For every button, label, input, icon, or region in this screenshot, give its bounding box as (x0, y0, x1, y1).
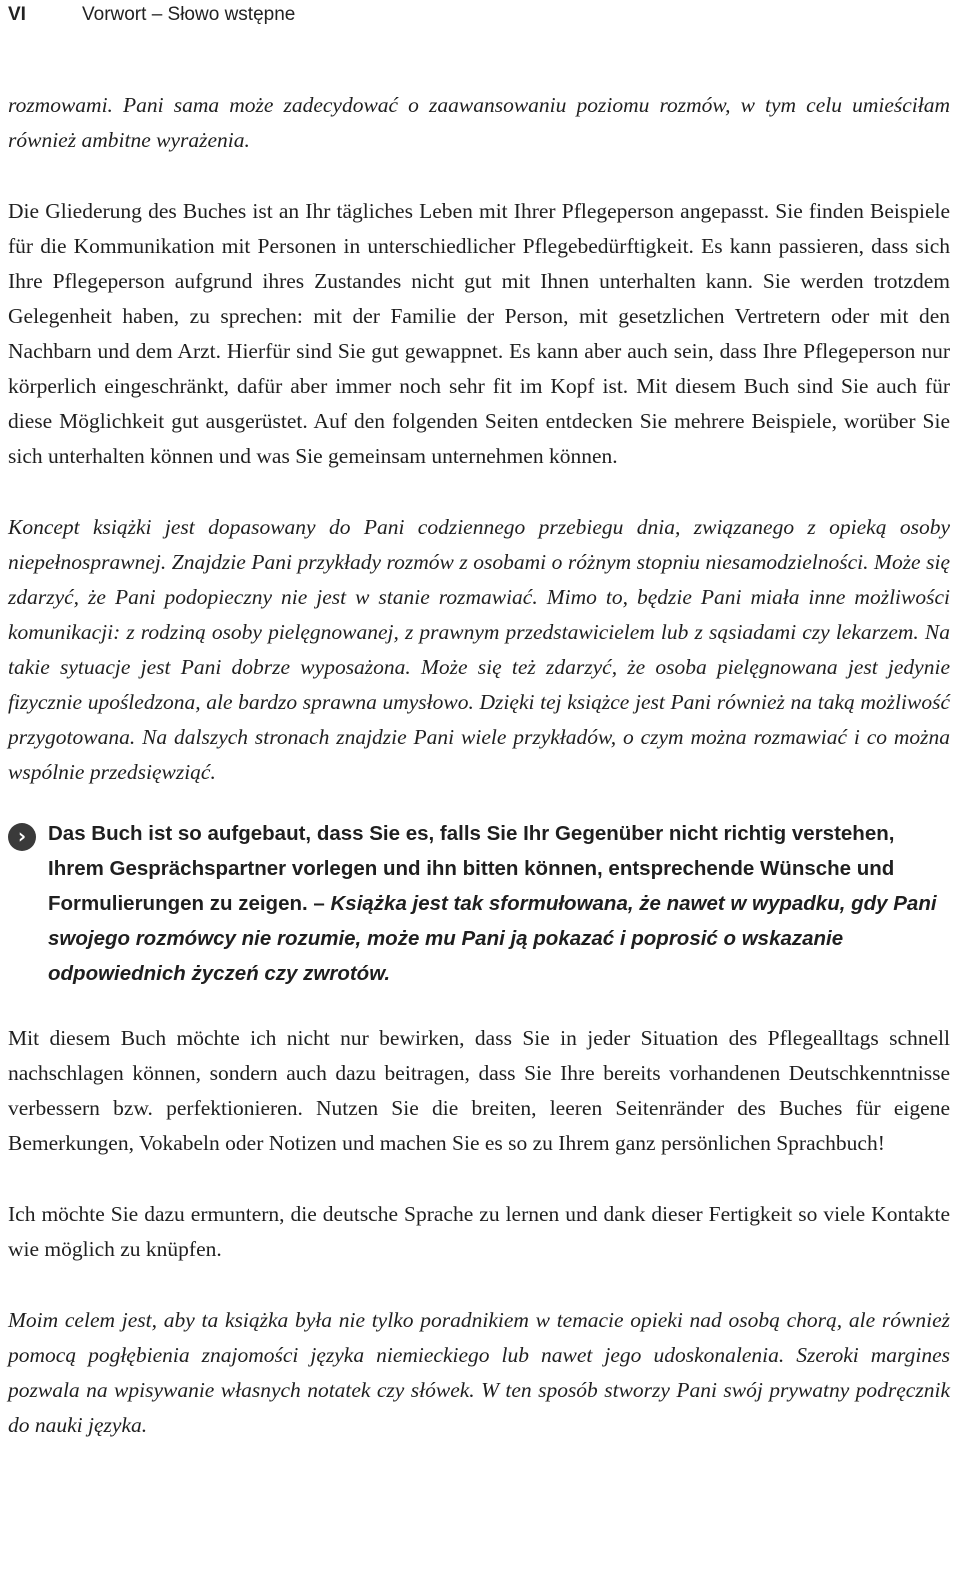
paragraph-polish-structure: Koncept książki jest dopasowany do Pani codziennego przebiegu dnia, związanego z opieką osoby niepełnosprawnej. Znajdzie Pani przykłady rozmów z osobami o różnym stopniu niesamodzielności. Może się zdarzyć, że Pani podopieczny nie jest w stanie rozmawiać. Mimo to, będzie Pani miała inne możliwości komunikacji: z rodziną osoby pielęgnowanej, z prawnym przedstawicielem lub z sąsiadami czy lekarzem. Na takie sytuacje jest Pani dobrze wyposażona. Może się też zdarzyć, że osoba pielęgnowana jest jedynie fizycznie upośledzona, ale bardzo sprawna umysłowo. Dzięki tej książce jest Pani również na taką możliwość przygotowana. Na dalszych stronach znajdzie Pani wiele przykładów, o czym można rozmawiać i co można wspólnie przedsięwziąć. (8, 515, 950, 784)
chapter-title: Vorwort – Słowo wstępne (82, 4, 296, 25)
paragraph-german-structure: Die Gliederung des Buches ist an Ihr tägliches Leben mit Ihrer Pflegeperson angepasst. Sie finden Beispiele für die Kommunikation mit Personen in unterschiedlicher Pflegebedürftigkeit. Es kann passieren, dass sich Ihre Pflegeperson aufgrund ihres Zustandes nicht gut mit Ihnen unterhalten kann. Sie werden trotzdem Gelegenheit haben, zu sprechen: mit der Familie der Person, mit gesetzlichen Vertretern oder mit den Nachbarn und dem Arzt. Hierfür sind Sie gut gewappnet. Es kann aber auch sein, dass Ihre Pflegeperson nur körperlich eingeschränkt, dafür aber immer noch sehr fit im Kopf ist. Mit diesem Buch sind Sie auch für diese Möglichkeit gut ausgerüstet. Auf den folgenden Seiten entdecken Sie mehrere Beispiele, worüber Sie sich unterhalten können und was Sie gemeinsam unternehmen können. (8, 199, 950, 468)
tip-german: Das Buch ist so aufgebaut, dass Sie es, falls Sie Ihr Gegenüber nicht richtig verstehen, Ihrem Gesprächspartner vorlegen und ihn bitten können, entsprechende Wünsche und Formulierungen zu zeigen. – (48, 822, 895, 915)
page-number: VI (8, 4, 26, 25)
paragraph-polish-intro: rozmowami. Pani sama może zadecydować o zaawansowaniu poziomu rozmów, w tym celu umieściłam również ambitne wyrażenia. (8, 93, 950, 152)
tip-polish: Książka jest tak sformułowana, że nawet w wypadku, gdy Pani swojego rozmówcy nie rozumie, może mu Pani ją pokazać i poprosić o wskazanie odpowiednich życzeń czy zwrotów. (48, 892, 937, 985)
paragraph-polish-purpose: Moim celem jest, aby ta książka była nie tylko poradnikiem w temacie opieki nad osobą chorą, ale również pomocą pogłębienia znajomości języka niemieckiego lub nawet jego udoskonalenia. Szeroki margines pozwala na wpisywanie własnych notatek czy słówek. W ten sposób stworzy Pani swój prywatny podręcznik do nauki języka. (8, 1308, 950, 1437)
page-body (8, 88, 950, 1479)
paragraph-german-purpose: Mit diesem Buch möchte ich nicht nur bewirken, dass Sie in jeder Situation des Pflegealltags schnell nachschlagen können, sondern auch dazu beitragen, dass Sie Ihre bereits vorhandenen Deutschkenntnisse verbessern bzw. perfektionieren. Nutzen Sie die breiten, leeren Seitenränder des Buches für eigene Bemerkungen, Vokabeln oder Notizen und machen Sie es so zu Ihrem ganz persönlichen Sprachbuch! (8, 1026, 950, 1155)
tip-box (8, 816, 950, 991)
chevron-right-icon: › (8, 823, 36, 851)
page-header (8, 4, 295, 26)
paragraph-german-encouragement: Ich möchte Sie dazu ermuntern, die deutsche Sprache zu lernen und dank dieser Fertigkeit so viele Kontakte wie möglich zu knüpfen. (8, 1202, 950, 1261)
